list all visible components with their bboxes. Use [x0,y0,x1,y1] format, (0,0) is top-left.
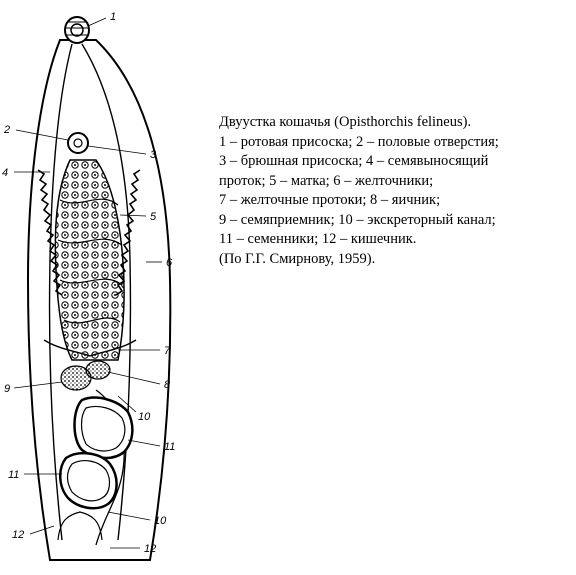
label-2: 2 [4,124,11,136]
caption-line: 3 – брюшная присоска; 4 – семявыносящий [219,153,489,169]
label-9: 9 [4,383,11,395]
oral-sucker [65,17,89,43]
seminal-receptacle [61,366,91,390]
label-3: 3 [150,149,157,161]
label-12-right: 12 [144,543,157,555]
label-1: 1 [110,11,117,23]
figure-caption [219,113,569,269]
caption-line: 1 – ротовая присоска; 2 – половые отверстия; [219,133,499,150]
label-10-upper: 10 [138,411,151,423]
label-8: 8 [164,379,171,391]
caption-line: 9 – семяприемник; 10 – экскреторный канал; [219,211,496,228]
caption-line: 11 – семенники; 12 – кишечник. [219,231,417,247]
label-11-upper: 11 [164,441,176,453]
label-10-lower: 10 [154,515,167,527]
caption-line: Двуустка кошачья (Opisthorchis felineus). [219,114,472,130]
caption-line: (По Г.Г. Смирнову, 1959). [219,250,376,267]
label-12-left: 12 [12,529,25,541]
label-7: 7 [164,345,171,357]
label-11-lower: 11 [8,469,20,481]
ventral-sucker [68,133,88,153]
caption-line: проток; 5 – матка; 6 – желточники; [219,172,434,189]
label-5: 5 [150,211,157,223]
label-6: 6 [166,257,173,269]
label-4: 4 [2,167,9,179]
caption-line: 7 – желточные протоки; 8 – яичник; [219,192,441,208]
